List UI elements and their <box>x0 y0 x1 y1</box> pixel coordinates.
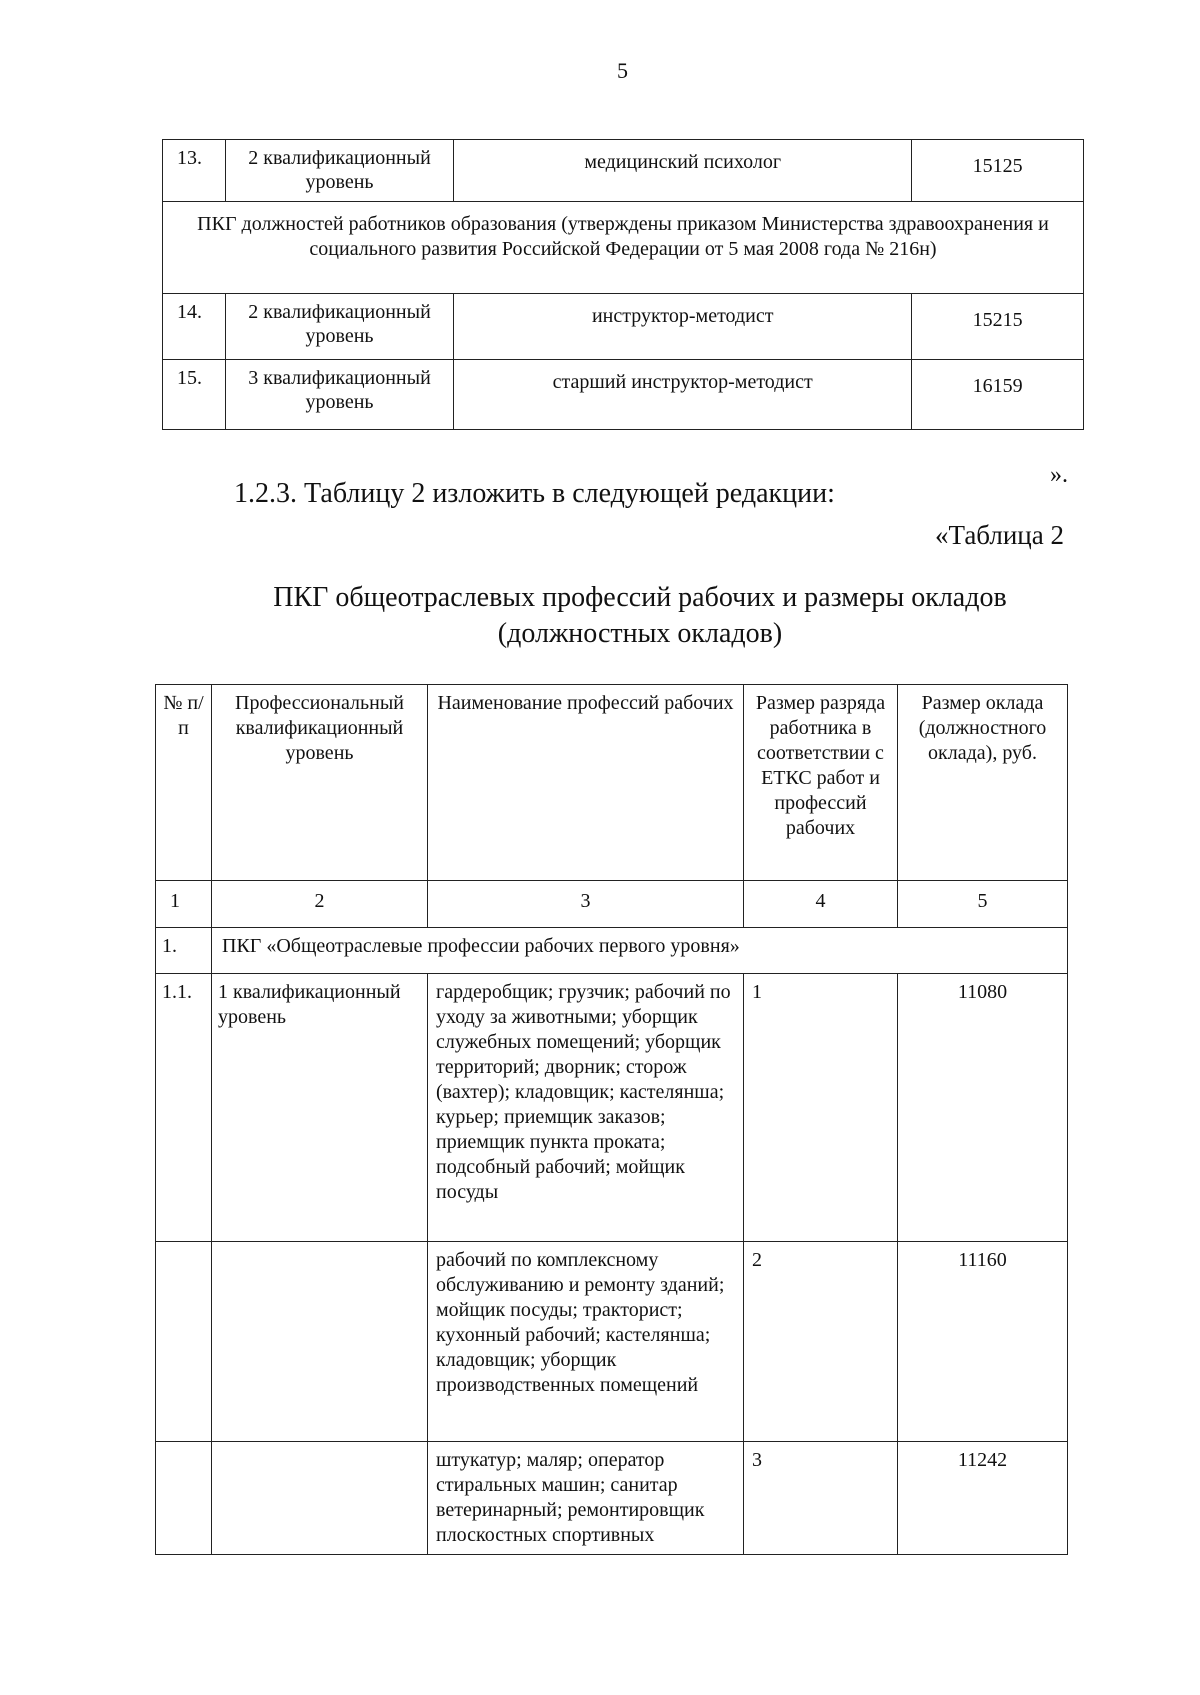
grade-value: 3 <box>744 1442 898 1555</box>
salary-value: 15125 <box>912 140 1084 202</box>
qualification-level <box>212 1242 428 1442</box>
row-number <box>156 1242 212 1442</box>
salary-value: 11160 <box>898 1242 1068 1442</box>
profession-list: рабочий по комплексному обслуживанию и ремонту зданий; мойщик посуды; тракторист; кухонный рабочий; кастелянша; кладовщик; уборщик производственных помещений <box>428 1242 744 1442</box>
header-grade: Размер разряда работника в соответствии с ЕТКС работ и профессий рабочих <box>744 685 898 881</box>
group-title: ПКГ должностей работников образования (утверждены приказом Министерства здравоохранения и социального развития Российской Федерации от 5 мая 2008 года № 216н) <box>163 202 1084 294</box>
row-number: 13. <box>163 140 226 202</box>
group-row <box>163 202 1084 294</box>
position-name: медицинский психолог <box>454 140 912 202</box>
header-name: Наименование профессий рабочих <box>428 685 744 881</box>
table-row <box>156 1442 1068 1555</box>
table-title-line: ПКГ общеотраслевых профессий рабочих и размеры окладов <box>273 582 1007 613</box>
salary-table <box>155 684 1068 1555</box>
header-salary: Размер оклада (должностного оклада), руб. <box>898 685 1068 881</box>
page-number: 5 <box>617 58 628 83</box>
table-row <box>156 1242 1068 1442</box>
table-title <box>200 580 1080 652</box>
column-number: 3 <box>428 881 744 928</box>
qualification-level: 3 квалификационный уровень <box>225 360 453 430</box>
row-number: 15. <box>163 360 226 430</box>
column-number: 4 <box>744 881 898 928</box>
column-number-row <box>156 881 1068 928</box>
column-number: 1 <box>156 881 212 928</box>
table-row <box>163 140 1084 202</box>
grade-value: 2 <box>744 1242 898 1442</box>
salary-value: 11242 <box>898 1442 1068 1555</box>
profession-list: штукатур; маляр; оператор стиральных машин; санитар ветеринарный; ремонтировщик плоскостных спортивных <box>428 1442 744 1555</box>
header-num: № п/п <box>156 685 212 881</box>
position-name: инструктор-методист <box>454 294 912 360</box>
qualification-level <box>212 1442 428 1555</box>
header-level: Профессиональный квалификационный уровень <box>212 685 428 881</box>
header-row <box>156 685 1068 881</box>
qualification-level: 2 квалификационный уровень <box>225 294 453 360</box>
group-number: 1. <box>156 928 212 974</box>
table-label: «Таблица 2 <box>935 520 1064 550</box>
salary-value: 11080 <box>898 974 1068 1242</box>
column-number: 5 <box>898 881 1068 928</box>
row-number: 1.1. <box>156 974 212 1242</box>
grade-value: 1 <box>744 974 898 1242</box>
qualification-level: 2 квалификационный уровень <box>225 140 453 202</box>
group-title: ПКГ «Общеотраслевые профессии рабочих первого уровня» <box>212 928 1068 974</box>
instruction-text: 1.2.3. Таблицу 2 изложить в следующей редакции: <box>234 478 835 509</box>
row-number <box>156 1442 212 1555</box>
profession-list: гардеробщик; грузчик; рабочий по уходу за животными; уборщик служебных помещений; уборщик территорий; дворник; сторож (вахтер); кладовщик; кастелянша; курьер; приемщик заказов; приемщик пункта проката; подсобный рабочий; мойщик посуды <box>428 974 744 1242</box>
row-number: 14. <box>163 294 226 360</box>
continuation-table <box>162 139 1084 430</box>
position-name: старший инструктор-методист <box>454 360 912 430</box>
table-row <box>163 360 1084 430</box>
closing-quote: ». <box>1050 462 1068 488</box>
table-row <box>156 974 1068 1242</box>
group-row <box>156 928 1068 974</box>
table-title-line: (должностных окладов) <box>497 618 783 649</box>
qualification-level: 1 квалификационный уровень <box>212 974 428 1242</box>
salary-value: 16159 <box>912 360 1084 430</box>
salary-value: 15215 <box>912 294 1084 360</box>
table-row <box>163 294 1084 360</box>
column-number: 2 <box>212 881 428 928</box>
